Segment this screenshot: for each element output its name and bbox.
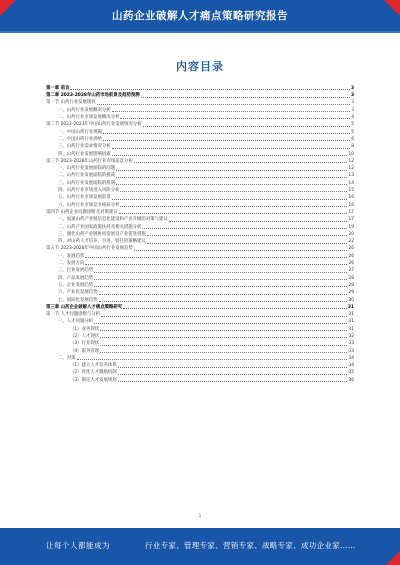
toc-entry-title: 三、山药行业发展面临的机遇 — [58, 180, 116, 186]
toc-dot-leader — [116, 184, 347, 185]
toc-entry[interactable] — [46, 266, 354, 273]
toc-heading: 内容目录 — [176, 60, 224, 73]
toc-dot-leader — [101, 316, 347, 317]
toc-entry-page: 34 — [348, 355, 354, 361]
toc-entry[interactable] — [46, 186, 354, 193]
toc-entry[interactable] — [46, 361, 354, 368]
toc-dot-leader — [116, 170, 347, 171]
toc-entry-page: 5 — [351, 129, 354, 135]
toc-dot-leader — [143, 126, 351, 127]
toc-entry-page: 8 — [351, 144, 354, 150]
toc-entry-title: 三、行业发展趋势 — [58, 268, 94, 274]
footer-banner — [0, 528, 400, 565]
toc-entry-page: 26 — [348, 246, 354, 252]
toc-entry-title: 一、发展趋势 — [58, 253, 85, 259]
page-number: 1 — [198, 513, 202, 518]
toc-entry-title: 七、国际化发展趋势 — [58, 297, 98, 303]
toc-entry-page: 17 — [348, 209, 354, 215]
toc-dot-leader — [118, 381, 348, 382]
toc-entry[interactable] — [46, 332, 354, 339]
toc-entry[interactable] — [46, 135, 354, 142]
toc-entry[interactable] — [46, 193, 354, 200]
toc-entry-page: 26 — [348, 253, 354, 259]
toc-entry-page: 5 — [351, 122, 354, 128]
toc-entry-page: 29 — [348, 290, 354, 296]
footer-slogan-left: 让每个人都能成为 — [46, 541, 110, 550]
toc-entry-page: 34 — [348, 363, 354, 369]
toc-dot-leader — [94, 323, 347, 324]
toc-entry-page: 33 — [348, 341, 354, 347]
toc-entry-title: 一、加速山药产业链信息化建设和产业升级的对策与建议 — [58, 217, 168, 223]
toc-dot-leader — [147, 235, 348, 236]
toc-entry-page: 33 — [348, 348, 354, 354]
toc-entry-page: 10 — [348, 151, 354, 157]
toc-entry-title: （1）业务现状 — [70, 326, 100, 332]
toc-entry[interactable] — [46, 281, 354, 288]
toc-entry[interactable] — [46, 245, 354, 252]
toc-entry-title: 第二章 2023-2028年山药市场前景及趋势预测 — [46, 93, 140, 99]
toc-entry-title: 第一节 人才问题诊断与分析 — [46, 312, 101, 318]
toc-entry[interactable] — [46, 288, 354, 295]
toc-entry[interactable] — [46, 318, 354, 325]
toc-dot-leader — [118, 367, 348, 368]
toc-entry-title: 四、对山药人才培养、引进、留任的策略建议 — [58, 239, 146, 245]
toc-entry[interactable] — [46, 113, 354, 120]
toc-entry[interactable] — [46, 237, 354, 244]
toc-entry-page: 12 — [348, 166, 354, 172]
toc-entry-page: 3 — [350, 93, 354, 99]
toc-entry[interactable] — [46, 296, 354, 303]
toc-dot-leader — [116, 177, 347, 178]
toc-entry-title: 二、对策 — [58, 355, 76, 361]
toc-entry-page: 3 — [350, 85, 354, 91]
toc-entry-page: 3 — [351, 100, 354, 106]
toc-entry-title: 二、发展方向 — [58, 261, 85, 267]
toc-entry-title: 三、山药行业需求情况分析 — [58, 144, 111, 150]
toc-entry-title: 三、强化山药产业链协同发展及产业促进措施 — [58, 231, 146, 237]
toc-entry-page: 16 — [348, 202, 354, 208]
toc-entry-title: 二、山药产业国家政策扶持及相关措施分析 — [58, 224, 142, 230]
toc-dot-leader — [94, 272, 347, 273]
toc-entry-page: 13 — [348, 173, 354, 179]
toc-entry[interactable] — [46, 369, 354, 376]
toc-entry-page: 28 — [348, 282, 354, 288]
toc-dot-leader — [112, 199, 348, 200]
toc-entry-title: （3）制定人才发展规划 — [70, 377, 117, 383]
toc-entry[interactable] — [46, 142, 354, 149]
toc-entry-title: 一、中国山药行业规模 — [58, 129, 102, 135]
toc-dot-leader — [94, 286, 347, 287]
toc-entry[interactable] — [46, 230, 354, 237]
toc-entry[interactable] — [46, 120, 354, 127]
footer-slogan-right: 行业专家、管理专家、营销专家、战略专家、成功企业家…… — [145, 541, 356, 550]
toc-entry-title: （2）优化人才激励机制 — [70, 370, 117, 376]
toc-entry-page: 31 — [348, 319, 354, 325]
toc-dot-leader — [112, 148, 351, 149]
toc-entry-title: 一、山药行业发展面临的问题 — [58, 166, 116, 172]
toc-entry-title: 五、山药行业市场发展前景 — [58, 195, 111, 201]
report-title: 山药企业破解人才痛点策略研究报告 — [112, 10, 288, 22]
toc-entry[interactable] — [46, 84, 354, 91]
toc-dot-leader — [94, 279, 347, 280]
toc-entry-page: 3 — [351, 107, 354, 113]
toc-dot-leader — [70, 89, 349, 90]
toc-entry-title: 一、山药行业发展概况分析 — [58, 107, 111, 113]
toc-entry-title: 六、山药行业市场竞争格局分析 — [58, 202, 120, 208]
toc-dot-leader — [112, 111, 351, 112]
toc-entry-title: 第三节 2023-2028年山药行业市场前景分析 — [46, 158, 133, 164]
toc-entry[interactable] — [46, 128, 354, 135]
toc-entry[interactable] — [46, 339, 354, 346]
toc-entry[interactable] — [46, 274, 354, 281]
toc-entry[interactable] — [46, 259, 354, 266]
toc-entry-title: （4）职务管理 — [70, 348, 100, 354]
toc-entry[interactable] — [46, 303, 354, 310]
toc-dot-leader — [169, 221, 348, 222]
toc-dot-leader — [118, 374, 348, 375]
toc-dot-leader — [77, 359, 348, 360]
toc-entry-page: 35 — [348, 370, 354, 376]
toc-entry-title: （3）行业现状 — [70, 341, 100, 347]
toc-entry-title: 四、山药行业市场进入风险分析 — [58, 188, 120, 194]
toc-dot-leader — [99, 294, 348, 295]
toc-entry-page: 19 — [348, 224, 354, 230]
toc-entry[interactable] — [46, 354, 354, 361]
toc-dot-leader — [100, 330, 347, 331]
toc-dot-leader — [147, 243, 348, 244]
toc-entry[interactable] — [46, 252, 354, 259]
toc-entry-page: 22 — [348, 239, 354, 245]
toc-dot-leader — [119, 213, 348, 214]
toc-entry-page: 14 — [348, 180, 354, 186]
toc-entry-title: 第一章 前言 — [46, 85, 70, 91]
toc-entry-page: 12 — [348, 158, 354, 164]
toc-dot-leader — [120, 118, 350, 119]
toc-entry[interactable] — [46, 172, 354, 179]
toc-entry[interactable] — [46, 215, 354, 222]
toc-dot-leader — [85, 257, 347, 258]
toc-entry[interactable] — [46, 208, 354, 215]
header-banner — [0, 0, 400, 33]
toc-entry[interactable] — [46, 91, 354, 98]
toc-entry-page: 31 — [348, 312, 354, 318]
toc-entry-page: 31 — [348, 326, 354, 332]
toc-entry[interactable] — [46, 376, 354, 383]
toc-dot-leader — [142, 228, 347, 229]
toc-dot-leader — [99, 301, 348, 302]
toc-entry-title: 五、企业发展趋势 — [58, 282, 94, 288]
toc-entry[interactable] — [46, 106, 354, 113]
toc-dot-leader — [97, 104, 351, 105]
toc-entry-title: 第五节 2023-2028年中国山药行业发展趋势 — [46, 246, 133, 252]
toc-dot-leader — [100, 345, 347, 346]
toc-entry[interactable] — [46, 150, 354, 157]
toc-entry-title: 六、产业化发展趋势 — [58, 290, 98, 296]
toc-entry[interactable] — [46, 201, 354, 208]
toc-entry-page: 32 — [348, 333, 354, 339]
toc-entry[interactable] — [46, 164, 354, 171]
toc-entry-title: 第一节 山药行业发展现状 — [46, 100, 96, 106]
toc-entry[interactable] — [46, 223, 354, 230]
toc-entry-page: 15 — [348, 188, 354, 194]
toc-entry-page: 27 — [348, 268, 354, 274]
toc-entry[interactable] — [46, 325, 354, 332]
table-of-contents — [46, 84, 354, 383]
toc-entry[interactable] — [46, 310, 354, 317]
toc-entry[interactable] — [46, 157, 354, 164]
toc-entry-title: 第二节 2022-2023年中国山药行业发展情况分析 — [46, 122, 142, 128]
toc-entry-title: 第四节 山药企业问题诊断及对策建议 — [46, 209, 118, 215]
toc-entry-title: （2）人才现状 — [70, 333, 100, 339]
footer-red-corner — [386, 551, 400, 565]
toc-dot-leader — [100, 352, 347, 353]
toc-dot-leader — [120, 206, 347, 207]
toc-entry[interactable] — [46, 99, 354, 106]
toc-entry-title: 四、山药行业发展影响因素 — [58, 151, 111, 157]
toc-dot-leader — [123, 308, 347, 309]
toc-dot-leader — [120, 191, 347, 192]
toc-entry-page: 28 — [348, 275, 354, 281]
toc-dot-leader — [100, 337, 347, 338]
toc-entry-page: 20 — [348, 231, 354, 237]
toc-entry-title: 二、中国山药行业供给 — [58, 136, 102, 142]
toc-entry-page: 4 — [351, 115, 354, 121]
toc-entry-title: （1）建立人才培养体系 — [70, 363, 117, 369]
toc-dot-leader — [134, 250, 348, 251]
toc-entry-title: 一、人才问题分析 — [58, 319, 94, 325]
toc-entry-page: 16 — [348, 195, 354, 201]
toc-entry-page: 31 — [347, 304, 354, 310]
header-underline — [0, 31, 400, 33]
toc-entry-title: 第三章 山药企业破解人才痛点策略研究 — [46, 304, 123, 310]
toc-entry-title: 二、山药行业市场发展概况分析 — [58, 115, 120, 121]
toc-entry-title: 四、产品发展趋势 — [58, 275, 94, 281]
toc-entry-page: 30 — [348, 297, 354, 303]
toc-entry-page: 6 — [351, 136, 354, 142]
toc-dot-leader — [141, 97, 350, 98]
toc-dot-leader — [103, 133, 350, 134]
toc-entry[interactable] — [46, 347, 354, 354]
toc-dot-leader — [134, 162, 348, 163]
toc-entry[interactable] — [46, 179, 354, 186]
toc-dot-leader — [112, 155, 348, 156]
toc-entry-page: 17 — [348, 217, 354, 223]
toc-dot-leader — [103, 140, 350, 141]
toc-entry-title: 二、山药行业发展面临的挑战 — [58, 173, 116, 179]
toc-dot-leader — [85, 264, 347, 265]
toc-entry-page: 26 — [348, 261, 354, 267]
toc-entry-page: 36 — [348, 377, 354, 383]
